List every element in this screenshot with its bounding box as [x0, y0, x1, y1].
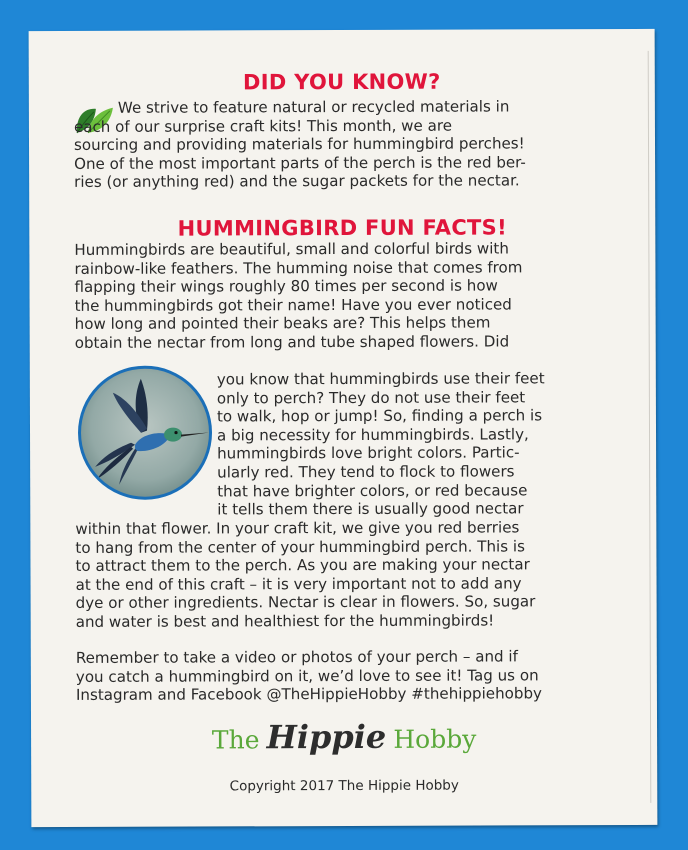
intro-line: each of our surprise craft kits! This month, we are [73, 116, 453, 136]
intro-line: One of the most important parts of the perch is the red ber- [74, 153, 526, 173]
facts-line: rainbow-like feathers. The humming noise that comes from [74, 257, 523, 278]
facts-paragraph-wrap [217, 369, 545, 519]
facts-line: to attract them to the perch. As you are making your nectar [75, 555, 530, 576]
did-you-know-heading: DID YOU KNOW? [242, 69, 441, 95]
facts-line: it tells them there is usually good nectar [217, 499, 524, 519]
logo-hippie: Hippie [266, 717, 387, 757]
facts-line: to hang from the center of your hummingbird perch. This is [75, 536, 525, 557]
copyright-text: Copyright 2017 The Hippie Hobby [229, 777, 459, 795]
closing-line: Instagram and Facebook @TheHippieHobby #thehippiehobby [75, 684, 543, 705]
facts-line: that have brighter colors, or red because [217, 480, 528, 501]
facts-line: at the end of this craft – it is very important not to add any [75, 574, 522, 594]
logo-hobby: Hobby [393, 724, 477, 754]
fun-facts-heading: HUMMINGBIRD FUN FACTS! [177, 215, 507, 241]
facts-line: obtain the nectar from long and tube shaped flowers. Did [74, 332, 510, 352]
facts-line: flapping their wings roughly 80 times per second is how [74, 276, 498, 297]
intro-paragraph [74, 97, 526, 192]
facts-line: you know that hummingbirds use their feet [216, 369, 545, 389]
logo-the: The [211, 725, 260, 755]
facts-line: the hummingbirds got their name! Have you ever noticed [74, 295, 512, 315]
facts-line: and water is best and healthiest for the hummingbirds! [75, 611, 495, 631]
hippie-hobby-logo [31, 717, 657, 757]
closing-paragraph [76, 647, 542, 704]
intro-line: sourcing and providing materials for hummingbird perches! [73, 134, 525, 155]
hummingbird-image [75, 362, 215, 502]
facts-line: to walk, hop or jump! So, finding a perch is [216, 406, 543, 426]
closing-line: Remember to take a video or photos of your perch – and if [75, 647, 518, 667]
intro-line: We strive to feature natural or recycled materials in [117, 97, 510, 117]
facts-line: Hummingbirds are beautiful, small and colorful birds with [74, 239, 509, 259]
facts-paragraph-top [74, 239, 522, 352]
facts-line: hummingbirds love bright colors. Partic- [217, 443, 520, 463]
info-card [29, 29, 658, 827]
closing-line: you catch a hummingbird on it, we’d love to see it! Tag us on [75, 665, 539, 686]
facts-line: within that flower. In your craft kit, we give you red berries [75, 518, 520, 538]
intro-line: ries (or anything red) and the sugar packets for the nectar. [74, 171, 520, 192]
facts-line: a big necessity for hummingbirds. Lastly, [216, 425, 529, 445]
facts-line: ularly red. They tend to flock to flowers [217, 462, 515, 482]
facts-paragraph-bottom [75, 518, 535, 631]
facts-line: only to perch? They do not use their feet [216, 387, 526, 408]
facts-line: dye or other ingredients. Nectar is clear in flowers. So, sugar [75, 592, 536, 613]
facts-line: how long and pointed their beaks are? This helps them [74, 313, 491, 334]
